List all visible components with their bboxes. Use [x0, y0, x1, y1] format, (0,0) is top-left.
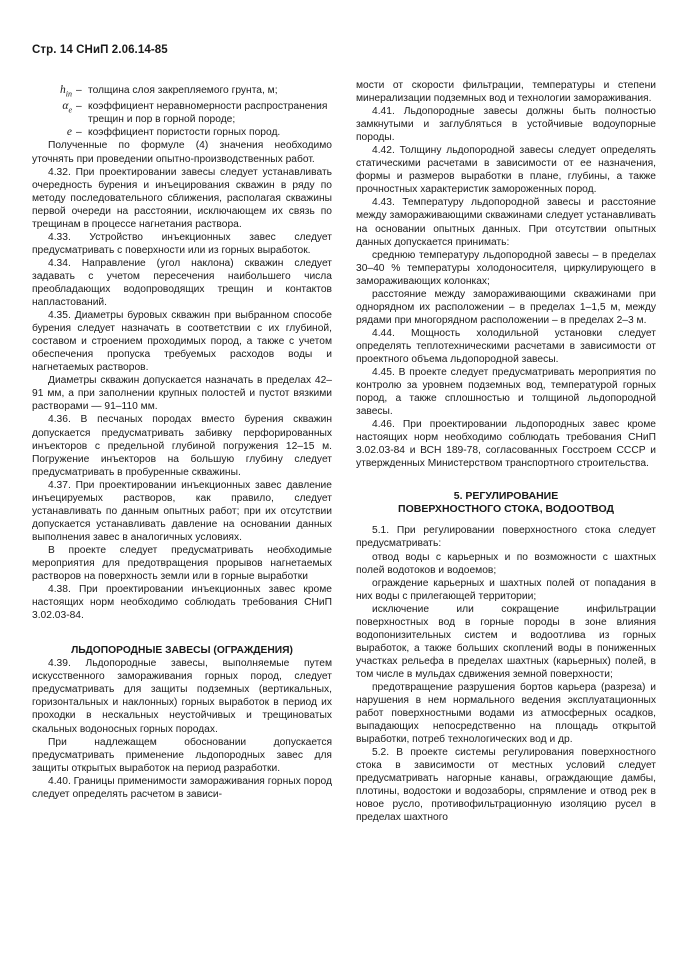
- section-heading-ice-curtains: ЛЬДОПОРОДНЫЕ ЗАВЕСЫ (ОГРАЖДЕНИЯ): [71, 645, 293, 657]
- definition-text: коэффициент неравномерности распространения трещин и пор в горной породе;: [88, 101, 328, 126]
- paragraph-4-44: 4.44. Мощность холодильной установки следует определять теплотехническими расчетами в зависимости от проектного объема льдопородной завесы.: [356, 327, 656, 365]
- paragraph: исключение или сокращение инфильтрации поверхностных вод в горные породы в зоне влияния водопонизительных систем и водоотлива из горных выработок, а также больших скоплений воды в пониженных участках рельефа в пределах шахтных (карьерных) полей, в том числе в мульдах сдвижения земной поверхности;: [356, 603, 656, 680]
- paragraph-4-37: 4.37. При проектировании инъекционных завес давление инъецируемых растворов, как правило, следует устанавливать по данным опытных работ; при их отсутствии допускается устанавливать давление на основании данных выполнения завес в аналогичных условиях.: [32, 479, 332, 543]
- paragraph: отвод воды с карьерных и по возможности с шахтных полей водотоков и водоемов;: [356, 551, 656, 576]
- paragraph-4-32: 4.32. При проектировании завесы следует устанавливать очередность бурения и инъецирования скважин в ряду по методу последовательного сближения, располагая скважины первой очереди на расстоянии, исключающем их связь по трещинам в процессе нагнетания раствора.: [32, 166, 332, 230]
- paragraph-4-35: 4.35. Диаметры буровых скважин при выбранном способе бурения следует назначать в соответствии с их глубиной, составом и строением проходимых пород, а также с учетом обеспечения пропуска требуемых расходов воды и нагнетаемых растворов.: [32, 310, 332, 374]
- section-heading-5: [356, 490, 656, 516]
- definition-row: $\alpha_e$ – коэффициент неравномерности распространения трещин и пор в горной породе;: [32, 100, 332, 126]
- paragraph-4-33: 4.33. Устройство инъекционных завес следует предусматривать с поверхности или из горных выработок.: [32, 231, 332, 256]
- definition-row: e – коэффициент пористости горных пород.: [32, 126, 332, 139]
- paragraph: ограждение карьерных и шахтных полей от попадания в них воды с прилегающей территории;: [356, 577, 656, 602]
- paragraph-4-38: 4.38. При проектировании инъекционных завес кроме настоящих норм необходимо соблюдать требования СНиП 3.02.03-84.: [32, 584, 332, 622]
- definition-symbol: e: [66, 126, 72, 139]
- left-column: [32, 84, 332, 801]
- definition-symbol: $h_{in}$: [60, 84, 72, 99]
- paragraph: Полученные по формуле (4) значения необходимо уточнять при проведении опытно-производственных работ.: [32, 140, 332, 165]
- right-column: [356, 79, 656, 824]
- paragraph-continuation: мости от скорости фильтрации, температуры и степени минерализации подземных вод и технологии замораживания.: [356, 80, 656, 105]
- paragraph-4-39: 4.39. Льдопородные завесы, выполняемые путем искусственного замораживания горных пород, следует предусматривать для защиты подземных (вертикальных, горизонтальных и наклонных) горных выработок в период их проходки в нескальных неустойчивых и трещиноватых скальных водоносных горных породах.: [32, 658, 332, 735]
- paragraph-4-34: 4.34. Направление (угол наклона) скважин следует задавать с учетом пересечения наибольшего числа преобладающих водопроводящих трещин и контактов напластований.: [32, 257, 332, 309]
- paragraph-4-46: 4.46. При проектировании льдопородных завес кроме настоящих норм необходимо соблюдать требования СНиП 3.02.03-84 и ВСН 189-78, согласованных Госстроем СССР и утвержденных Министерством транспортного строительства.: [356, 419, 656, 470]
- paragraph: Диаметры скважин допускается назначать в пределах 42–91 мм, а при заполнении крупных полостей и пустот вязкими растворами — 91–110 мм.: [32, 375, 332, 413]
- paragraph: В проекте следует предусматривать необходимые мероприятия для предотвращения прорывов нагнетаемых растворов на поверхность земли или в горные выработки: [32, 544, 332, 583]
- paragraph-4-40: 4.40. Границы применимости замораживания горных пород следует определять расчетом в зависи-: [32, 775, 333, 800]
- paragraph-4-43: 4.43. Температуру льдопородной завесы и расстояние между замораживающими скважинами следует устанавливать на основании опытных данных. При отсутствии опытных данных допускается принимать:: [356, 197, 656, 248]
- section-heading-line: 5. РЕГУЛИРОВАНИЕ: [453, 490, 559, 503]
- paragraph-4-42: 4.42. Толщину льдопородной завесы следует определять статическими расчетами в зависимости от ее назначения, формы и размеров выработки в плане, глубины, а также прочностных характеристик замороженных пород.: [356, 145, 656, 196]
- paragraph-4-41: 4.41. Льдопородные завесы должны быть полностью замкнутыми и заглубляться в устойчивые водоупорные породы.: [356, 106, 656, 144]
- section-heading-line: ПОВЕРХНОСТНОГО СТОКА, ВОДООТВОД: [398, 503, 614, 516]
- paragraph: расстояние между замораживающими скважинами при однорядном их расположении – в пределах 1–1,5 м, между рядами при многорядном расположении – в пределах 2–3 м.: [356, 288, 656, 326]
- paragraph: предотвращение разрушения бортов карьера (разреза) и нарушения в нем нормального ведения эксплуатационных работ поверхностными водами из атмосферных осадков, выпадающих непосредственно на площадь открытой выработки, потреб технологических вод и др.: [356, 681, 656, 746]
- paragraph: среднюю температуру льдопородной завесы – в пределах 30–40 % температуры холодоносителя, циркулирующего в замораживающих колонках;: [356, 249, 656, 287]
- page-header: Стр. 14 СНиП 2.06.14-85: [32, 44, 168, 56]
- definition-text: толщина слоя закрепляемого грунта, м;: [88, 85, 278, 96]
- paragraph: При надлежащем обосновании допускается предусматривать применение льдопородных завес для защиты открытых выработок на период разработки.: [32, 736, 332, 774]
- definition-symbol: $\alpha_e$: [62, 100, 72, 115]
- paragraph-4-45: 4.45. В проекте следует предусматривать мероприятия по контролю за уровнем подземных вод, температурой горных пород, а также сплошностью и толщиной льдопородной завесы.: [356, 367, 656, 418]
- paragraph-4-36: 4.36. В песчаных породах вместо бурения скважин допускается предусматривать забивку перфорированных инъекторов с предельной глубиной погружения 12–15 м. Погружение инъекторов на большую глубину следует предусматривать в пробуренные скважины.: [32, 414, 332, 478]
- paragraph-5-1: 5.1. При регулировании поверхностного стока следует предусматривать:: [356, 525, 656, 550]
- definition-text: коэффициент пористости горных пород.: [88, 127, 281, 139]
- paragraph-5-2: 5.2. В проекте системы регулирования поверхностного стока в зависимости от местных условий следует предусматривать нагорные канавы, ограждающие дамбы, плотины, водостоки и водозаборы, спрямление и отвод рек в новое русло, противофильтрационную изоляцию русел в пределах шахтного: [356, 747, 656, 824]
- definition-row: $h_{in}$ – толщина слоя закрепляемого грунта, м;: [32, 84, 332, 100]
